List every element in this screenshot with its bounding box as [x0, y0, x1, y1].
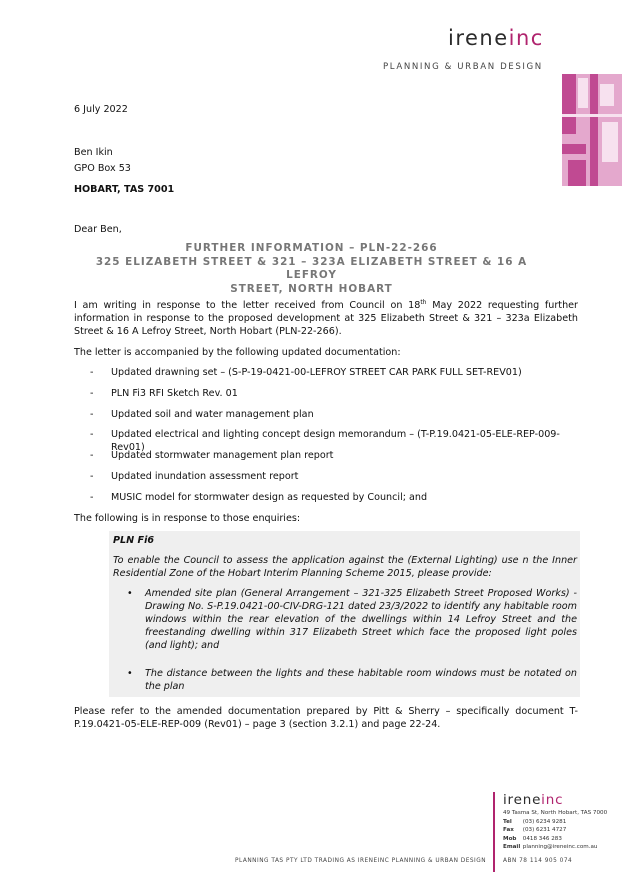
- bullet-marker: -: [90, 450, 94, 462]
- quote-item-text: The distance between the lights and these habitable room windows must be notated on the plan: [145, 668, 577, 692]
- bullet-marker: -: [90, 429, 94, 441]
- footer-fax: [503, 826, 607, 835]
- heading-line-1: FURTHER INFORMATION – PLN-22-266: [185, 242, 438, 254]
- bullet-marker: •: [127, 668, 133, 679]
- letter-date: 6 July 2022: [74, 104, 128, 115]
- recipient-city: HOBART, TAS 7001: [74, 184, 175, 195]
- list-item: [90, 491, 590, 512]
- bullet-marker: -: [90, 367, 94, 378]
- response-paragraph: Please refer to the amended documentation prepared by Pitt & Sherry – specifically document T-P.19.0421-05-ELE-REP-009 (Rev01) – page 3 (section 3.2.1) and page 22-24.: [74, 706, 578, 730]
- list-item: [90, 428, 590, 454]
- intro-text-start: I am writing in response to the letter received from Council on 18: [74, 300, 421, 312]
- quote-list: [123, 587, 577, 693]
- footer-address: 49 Tasma St, North Hobart, TAS 7000: [503, 810, 608, 816]
- footer-logo-main: irene: [503, 792, 542, 808]
- list-item: [90, 387, 590, 408]
- footer-abn: ABN 78 114 905 074: [503, 858, 573, 864]
- bullet-marker: -: [90, 491, 94, 503]
- heading-line-3: STREET, NORTH HOBART: [230, 282, 393, 295]
- document-text: Updated electrical and lighting concept design memorandum – (T-P.19.0421-05-ELE-REP-009-Rev01): [111, 429, 560, 454]
- recipient-po-box: GPO Box 53: [74, 163, 131, 174]
- bullet-marker: •: [127, 588, 133, 599]
- footer-tel: [503, 818, 607, 827]
- recipient-name: Ben Ikin: [74, 147, 113, 158]
- quote-intro: To enable the Council to assess the application against the (External Lighting) use n the Inner Residential Zone of the Hobart Interim Planning Scheme 2015, please provide:: [113, 555, 577, 579]
- enquiries-intro: The following is in response to those enquiries:: [74, 513, 301, 524]
- heading-line-2: 325 ELIZABETH STREET & 321 – 323A ELIZABETH STREET & 16 A LEFROY: [95, 255, 528, 281]
- list-item: [90, 449, 590, 470]
- mob-label: Mob: [503, 835, 517, 842]
- documents-list: [90, 366, 590, 512]
- email-label: Email: [503, 844, 521, 850]
- fax-value: (03) 6231 4727: [522, 827, 567, 833]
- quote-item-text: Amended site plan (General Arrangement – 321-325 Elizabeth Street Proposed Works) - Drawing No. S-P.19.0421-00-CIV-DRG-121 dated 23/3/2022 to identify any habitable room windows within the rear elevation of the dwellings within 14 Lefroy Street and the freestanding dwelling within 317 Elizabeth Street which face the proposed light poles (and light); and: [145, 588, 577, 651]
- fax-label: Fax: [503, 827, 514, 833]
- intro-text-end: May 2022 requesting further information in response to the proposed development at 325 Elizabeth Street & 321 – 323a Elizabeth Street & 16 A Lefroy Street, North Hobart (PLN-22-266).: [74, 300, 578, 338]
- document-text: Updated inundation assessment report: [111, 470, 299, 482]
- footer-mob: [503, 835, 607, 844]
- logo-accent-text: inc: [508, 26, 544, 50]
- list-item: [123, 667, 577, 693]
- list-item: [123, 587, 577, 652]
- document-text: MUSIC model for stormwater design as requested by Council; and: [111, 491, 428, 503]
- footer-accent-bar: [493, 792, 495, 872]
- mob-value: 0418 346 283: [522, 835, 562, 842]
- document-text: Updated drawning set – (S-P-19-0421-00-LEFROY STREET CAR PARK FULL SET-REV01): [111, 367, 522, 378]
- letter-heading: [74, 242, 549, 296]
- quote-title: PLN Fi6: [113, 535, 155, 546]
- intro-paragraph: [74, 296, 578, 338]
- recipient-address: [74, 146, 174, 199]
- letterhead-photo: [562, 74, 622, 186]
- email-value: planning@ireneinc.com.au: [522, 844, 598, 850]
- bullet-marker: -: [90, 387, 94, 399]
- list-item: [90, 408, 590, 429]
- salutation: Dear Ben,: [74, 224, 122, 235]
- footer-contact: [503, 809, 607, 852]
- company-logo: [448, 26, 544, 50]
- document-text: Updated stormwater management plan report: [111, 450, 334, 462]
- list-item: [90, 470, 590, 491]
- footer-email: [503, 843, 607, 852]
- document-text: Updated soil and water management plan: [111, 408, 314, 420]
- document-text: PLN Fi3 RFI Sketch Rev. 01: [111, 387, 238, 399]
- list-item: [90, 366, 590, 387]
- tel-label: Tel: [503, 818, 512, 825]
- footer-logo: [503, 792, 563, 808]
- footer-logo-accent: inc: [541, 792, 564, 808]
- documents-intro: The letter is accompanied by the following updated documentation:: [74, 347, 401, 358]
- council-request-quote: [109, 531, 580, 697]
- footer-trading-name: PLANNING TAS PTY LTD TRADING AS IRENEINC PLANNING & URBAN DESIGN: [235, 858, 487, 864]
- logo-main-text: irene: [448, 26, 509, 50]
- ordinal-suffix: th: [420, 299, 427, 306]
- bullet-marker: -: [90, 470, 94, 482]
- bullet-marker: -: [90, 408, 94, 420]
- tel-value: (03) 6234 9281: [522, 818, 567, 825]
- company-tagline: PLANNING & URBAN DESIGN: [383, 62, 543, 72]
